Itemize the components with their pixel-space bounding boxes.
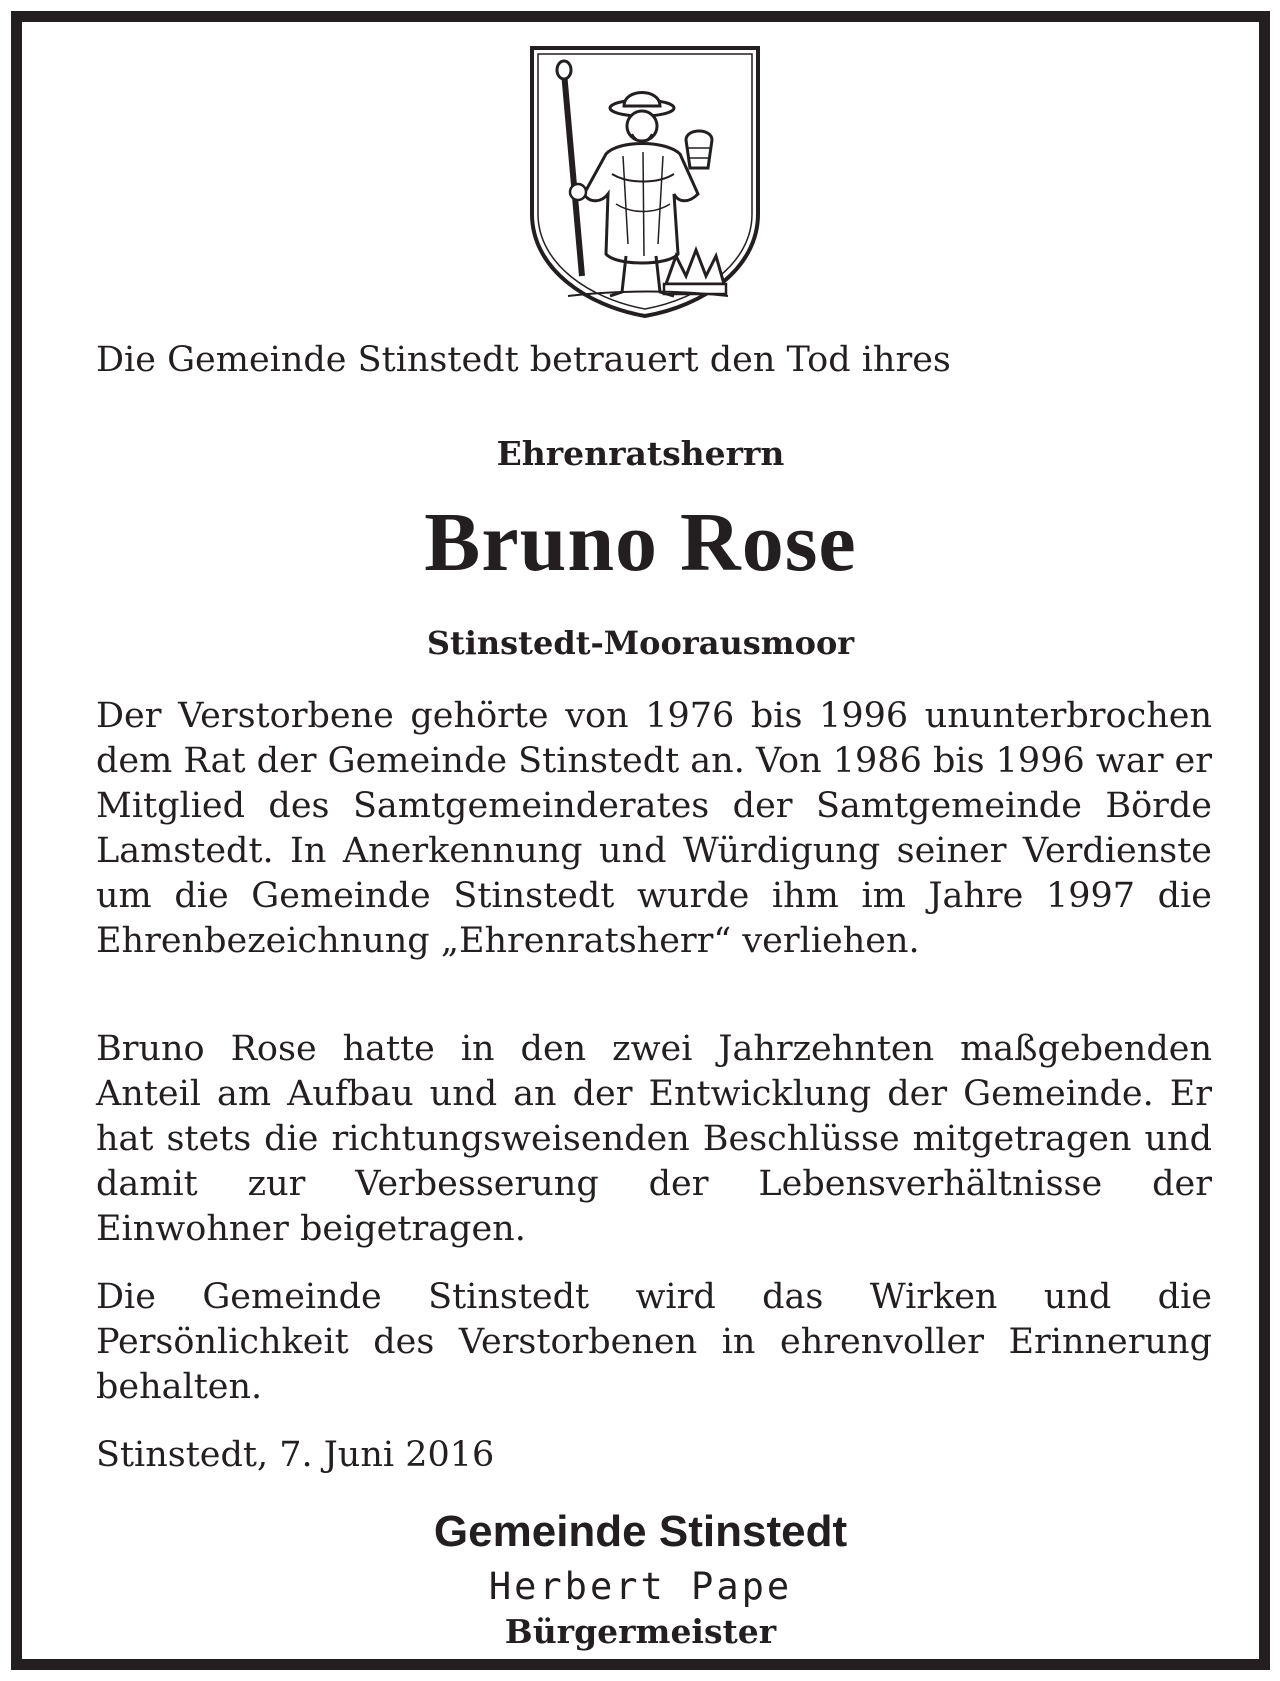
coat-of-arms-pilgrim-icon bbox=[528, 44, 762, 320]
date-line: Stinstedt, 7. Juni 2016 bbox=[96, 1435, 495, 1475]
paragraph: Die Gemeinde Stinstedt wird das Wirken und die Persönlichkeit des Verstorbenen in ehrenvoller Erinnerung behalten. bbox=[96, 1277, 1212, 1407]
paragraph: Bruno Rose hatte in den zwei Jahrzehnten maßgebenden Anteil am Aufbau und an der Entwicklung der Gemeinde. Er hat stets die richtungsweisenden Beschlüsse mitgetragen und damit zur Verbesserung der Lebensverhältnisse der Einwohner beigetragen. bbox=[96, 1029, 1212, 1249]
paragraph: Der Verstorbene gehörte von 1976 bis 1996 ununterbrochen dem Rat der Gemeinde Stinstedt an. Von 1986 bis 1996 war er Mitglied des Samtgemeinderates der Samtgemeinde Börde Lamstedt. In Anerkennung und Würdigung seiner Verdienste um die Gemeinde Stinstedt wurde ihm im Jahre 1997 die Ehrenbezeichnung „Ehrenratsherr“ verliehen. bbox=[96, 696, 1212, 961]
honorific-title: Ehrenratsherrn bbox=[496, 434, 785, 473]
deceased-place: Stinstedt-Moorausmoor bbox=[426, 624, 855, 662]
intro-line: Die Gemeinde Stinstedt betrauert den Tod ihres bbox=[96, 340, 951, 380]
obituary-frame bbox=[11, 11, 1270, 1670]
signer-role: Bürgermeister bbox=[504, 1612, 777, 1651]
deceased-name: Bruno Rose bbox=[424, 496, 857, 589]
organization-name: Gemeinde Stinstedt bbox=[433, 1507, 848, 1556]
signer-name: Herbert Pape bbox=[488, 1565, 793, 1608]
